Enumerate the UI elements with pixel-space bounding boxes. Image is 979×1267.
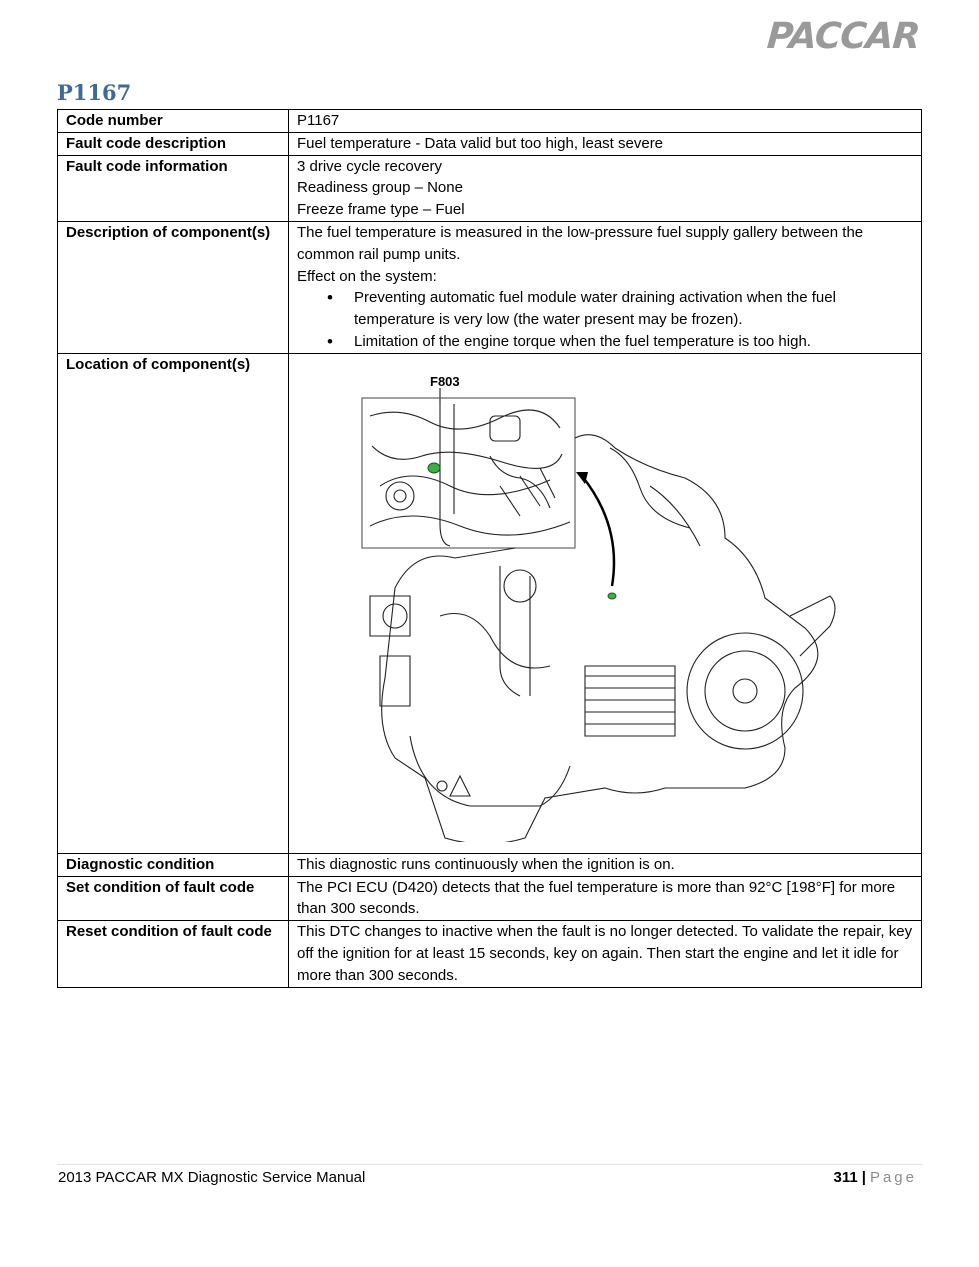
paccar-logo [767,18,923,56]
logo-text: PACCAR [765,16,921,57]
table-row [58,853,922,876]
list-item: • Limitation of the engine torque when the fuel temperature is too high. [354,331,913,353]
row-value: This DTC changes to inactive when the fault is no longer detected. To validate the repair, key off the ignition for at least 15 seconds, key on again. Then start the engine and let it idle for more than 300 seconds. [289,921,922,987]
sensor-highlight [428,463,440,473]
info-line: 3 drive cycle recovery [297,157,443,175]
table-row [58,155,922,221]
page-title: P1167 [57,80,132,105]
row-value: This diagnostic runs continuously when the ignition is on. [289,853,922,876]
engine-illustration [350,376,856,842]
page-number: 311 [833,1169,858,1186]
row-label: Fault code information [58,155,289,221]
page-word: Page [869,1169,917,1186]
table-row [58,921,922,987]
row-value: The PCI ECU (D420) detects that the fuel temperature is more than 92°C [198°F] for more than 300 seconds. [289,876,922,921]
detail-inset [362,398,575,548]
info-line: Freeze frame type – Fuel [297,201,465,219]
row-label: Location of component(s) [58,353,289,853]
callout-arrow [582,476,614,586]
row-value: Fuel temperature - Data valid but too high, least severe [289,132,922,155]
location-figure-cell [289,353,922,853]
effects-list [297,287,913,352]
footer-manual-title: 2013 PACCAR MX Diagnostic Service Manual [58,1169,366,1186]
row-value [289,221,922,353]
row-label: Fault code description [58,132,289,155]
table-row [58,132,922,155]
row-label: Diagnostic condition [58,853,289,876]
table-row [58,353,922,853]
row-label: Set condition of fault code [58,876,289,921]
figure-callout-label: F803 [430,375,460,389]
row-label: Description of component(s) [58,221,289,353]
row-value [289,155,922,221]
row-label: Reset condition of fault code [58,921,289,987]
component-text: Effect on the system: [297,267,437,285]
fault-code-table [57,109,922,988]
table-row [58,110,922,133]
row-label: Code number [58,110,289,133]
component-text: The fuel temperature is measured in the low-pressure fuel supply gallery between the common rail pump units. [297,223,864,263]
table-row [58,876,922,921]
table-row [58,221,922,353]
row-value: P1167 [289,110,922,133]
footer-page-info [834,1169,917,1186]
sensor-location-marker [608,593,616,599]
footer-divider [57,1164,923,1165]
list-item: • Preventing automatic fuel module water draining activation when the fuel temperature is very low (the water present may be frozen). [354,287,913,331]
page-separator: | [861,1169,866,1186]
info-line: Readiness group – None [297,179,463,197]
